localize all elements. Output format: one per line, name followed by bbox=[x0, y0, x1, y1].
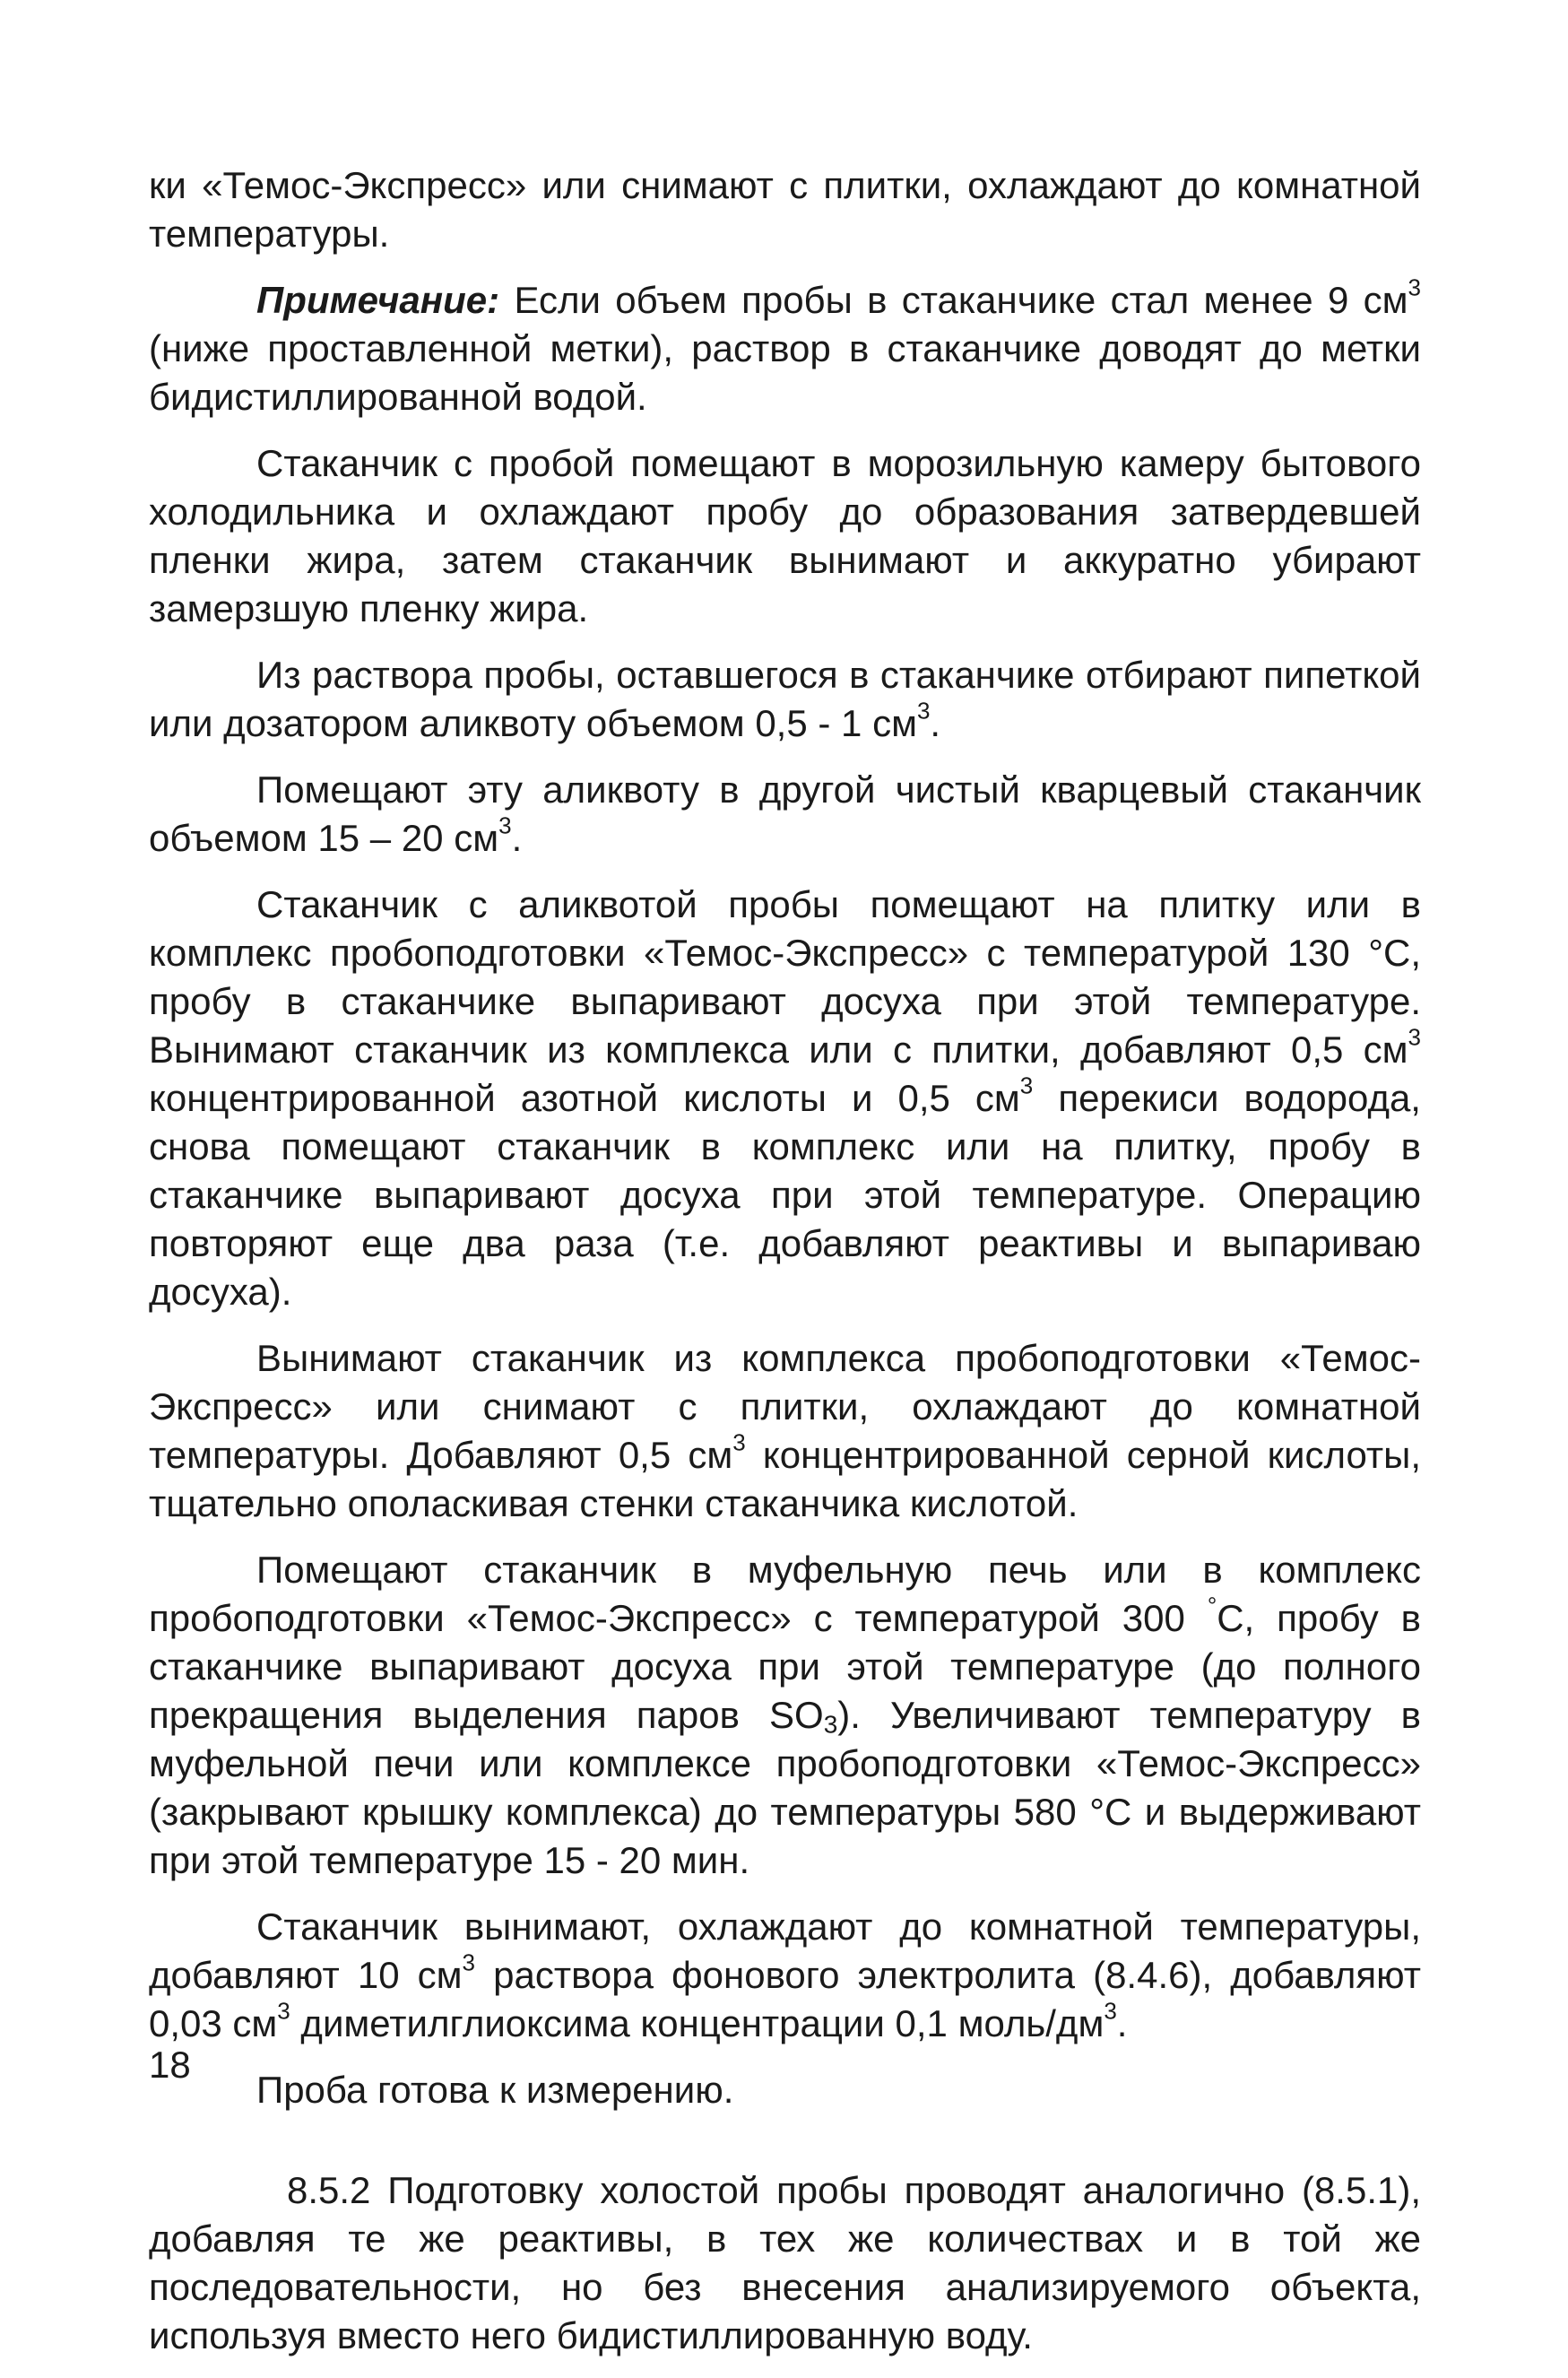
paragraph-9 bbox=[149, 1903, 1421, 2048]
superscript-dm3: 3 bbox=[1104, 1997, 1117, 2025]
paragraph-8 bbox=[149, 1546, 1421, 1885]
superscript-cm3: 3 bbox=[462, 1948, 476, 1976]
page-number: 18 bbox=[149, 2044, 191, 2086]
paragraph-7-text-a: Вынимают стаканчик из комплекса пробоподготовки «Темос-Экспресс» или снимают с плитки, охлаждают до комнатной температуры. Добавляют 0,5 см bbox=[149, 1337, 1421, 1476]
subscript-3: 3 bbox=[823, 1710, 838, 1739]
paragraph-5-text-b: . bbox=[511, 817, 523, 859]
superscript-cm3: 3 bbox=[498, 811, 512, 839]
paragraph-8-text-a: Помещают стаканчик в муфельную печь или в комплекс пробоподготовки «Темос-Экспресс» с температурой 300 bbox=[149, 1549, 1421, 1639]
paragraph-9-text-a: Стаканчик вынимают, охлаждают до комнатной температуры, добавляют 10 см bbox=[149, 1905, 1421, 1996]
paragraph-6 bbox=[149, 881, 1421, 1316]
paragraph-3 bbox=[149, 439, 1421, 633]
paragraph-1 bbox=[149, 161, 1421, 258]
superscript-cm3: 3 bbox=[1408, 1023, 1421, 1051]
paragraph-4-text-b: . bbox=[930, 702, 941, 744]
superscript-cm3: 3 bbox=[916, 697, 931, 725]
paragraph-7 bbox=[149, 1334, 1421, 1528]
paragraph-8-text-c: ). Увеличивают температуру в муфельной печи или комплексе пробоподготовки «Темос-Экспресс» (закрывают крышку комплекса) до температуры 580 °С и выдерживают при этой температуре 15 - 20 мин. bbox=[149, 1694, 1421, 1881]
paragraph-9-text-b: раствора фонового электролита (8.4.6), добавляют 0,03 см bbox=[149, 1954, 1421, 2044]
paragraph-7-text-b: концентрированной серной кислоты, тщательно ополаскивая стенки стаканчика кислотой. bbox=[149, 1434, 1422, 1524]
superscript-cm3: 3 bbox=[732, 1428, 746, 1456]
degree-sign: ° bbox=[1207, 1592, 1217, 1619]
paragraph-10-text: Проба готова к измерению. bbox=[256, 2069, 734, 2111]
paragraph-5-text-a: Помещают эту аликвоту в другой чистый кварцевый стаканчик объемом 15 – 20 см bbox=[149, 768, 1421, 859]
paragraph-3-text: Стаканчик с пробой помещают в морозильную камеру бытового холодильника и охлаждают пробу до образования затвердевшей пленки жира, затем стаканчик вынимают и аккуратно убирают замерзшую пленку жира. bbox=[149, 442, 1421, 629]
superscript-cm3: 3 bbox=[277, 1997, 290, 2025]
paragraph-4-text-a: Из раствора пробы, оставшегося в стаканчике отбирают пипеткой или дозатором аликвоту объемом 0,5 - 1 см bbox=[149, 654, 1421, 744]
paragraph-4 bbox=[149, 651, 1421, 748]
paragraph-9-text-c: диметилглиоксима концентрации 0,1 моль/дм bbox=[290, 2002, 1105, 2044]
note-text-b: (ниже проставленной метки), раствор в стаканчике доводят до метки бидистиллированной водой. bbox=[149, 327, 1421, 418]
paragraph-9-text-d: . bbox=[1116, 2002, 1128, 2044]
paragraph-1-text: ки «Темос-Экспресс» или снимают с плитки, охлаждают до комнатной температуры. bbox=[149, 164, 1421, 255]
document-page bbox=[149, 161, 1421, 2378]
paragraph-10 bbox=[149, 2066, 1421, 2114]
paragraph-6-text-b: концентрированной азотной кислоты и 0,5 см bbox=[149, 1077, 1020, 1119]
paragraph-8-text-b: С, пробу в стаканчике выпаривают досуха при этой температуре (до полного прекращения выделения паров SO bbox=[149, 1597, 1421, 1736]
paragraph-note bbox=[149, 273, 1421, 421]
paragraph-5 bbox=[149, 766, 1421, 863]
note-text-a: Если объем пробы в стаканчике стал менее 9 см bbox=[499, 279, 1408, 321]
paragraph-6-text-c: перекиси водорода, снова помещают стаканчик в комплекс или на плитку, пробу в стаканчике выпаривают досуха при этой температуре. Операцию повторяют еще два раза (т.е. добавляют реактивы и выпариваю досуха). bbox=[149, 1077, 1421, 1313]
note-label: Примечание: bbox=[256, 279, 500, 321]
section-8-5-2 bbox=[149, 2166, 1421, 2360]
section-8-5-2-text: 8.5.2 Подготовку холостой пробы проводят аналогично (8.5.1), добавляя те же реактивы, в тех же количествах и в той же последовательности, но без внесения анализируемого объекта, используя вместо него бидистиллированную воду. bbox=[149, 2169, 1421, 2356]
superscript-cm3: 3 bbox=[1019, 1072, 1034, 1099]
paragraph-6-text-a: Стаканчик с аликвотой пробы помещают на плитку или в комплекс пробоподготовки «Темос-Экспресс» с температурой 130 °С, пробу в стаканчике выпаривают досуха при этой температуре. Вынимают стаканчик из комплекса или с плитки, добавляют 0,5 см bbox=[149, 883, 1421, 1071]
superscript-cm3: 3 bbox=[1408, 273, 1421, 301]
